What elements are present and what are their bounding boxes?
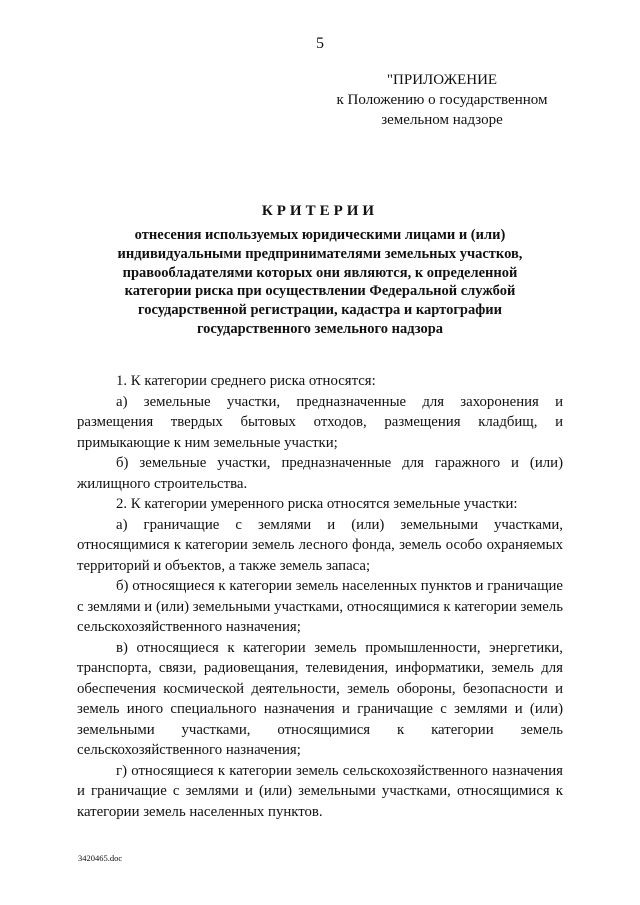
- appendix-line-2: к Положению о государственном: [336, 92, 548, 108]
- document-title: КРИТЕРИИ: [261, 203, 379, 219]
- document-body: [77, 371, 563, 822]
- paragraph-2b: б) относящиеся к категории земель населенных пунктов и граничащие с землями и (или) земельными участками, относящимися к категории земель сельскохозяйственного назначения;: [77, 578, 563, 635]
- paragraph-2c: в) относящиеся к категории земель промышленности, энергетики, транспорта, связи, радиовещания, телевидения, информатики, земель для обеспечения космической деятельности, земель обороны, безопасности и земель иного специального назначения и граничащие с землями и (или) земельными участками, относящимися к категории земель сельскохозяйственного назначения;: [77, 639, 563, 758]
- paragraph-1b: б) земельные участки, предназначенные для гаражного и (или) жилищного строительства.: [77, 455, 563, 492]
- paragraph-2: 2. К категории умеренного риска относятся земельные участки:: [116, 496, 518, 512]
- paragraph-2d: г) относящиеся к категории земель сельскохозяйственного назначения и граничащие с землями и (или) земельными участками, относящимися к категории земель населенных пунктов.: [77, 762, 563, 820]
- paragraph-1a: а) земельные участки, предназначенные для захоронения и размещения твердых бытовых отходов, размещения кладбищ, и примыкающие к ним земельные участки;: [77, 393, 563, 451]
- paragraph-2a: а) граничащие с землями и (или) земельными участками, относящимися к категории земель лесного фонда, земель особо охраняемых территорий и объектов, а также земель запаса;: [77, 516, 563, 574]
- footer-filename: 3420465.doc: [78, 853, 123, 863]
- appendix-line-1: "ПРИЛОЖЕНИЕ: [386, 72, 498, 88]
- paragraph-1: 1. К категории среднего риска относятся:: [116, 373, 376, 389]
- appendix-line-3: земельном надзоре: [381, 112, 503, 128]
- page-number: 5: [316, 35, 324, 52]
- document-subtitle: отнесения используемых юридическими лицами и (или) индивидуальными предпринимателями земельных участков, правообладателями которых они являются, к определенной категории риска при осуществлении Федеральной службой государственной регистрации, кадастра и картографии государственного земельного надзора: [117, 227, 523, 337]
- appendix-header: [322, 70, 562, 130]
